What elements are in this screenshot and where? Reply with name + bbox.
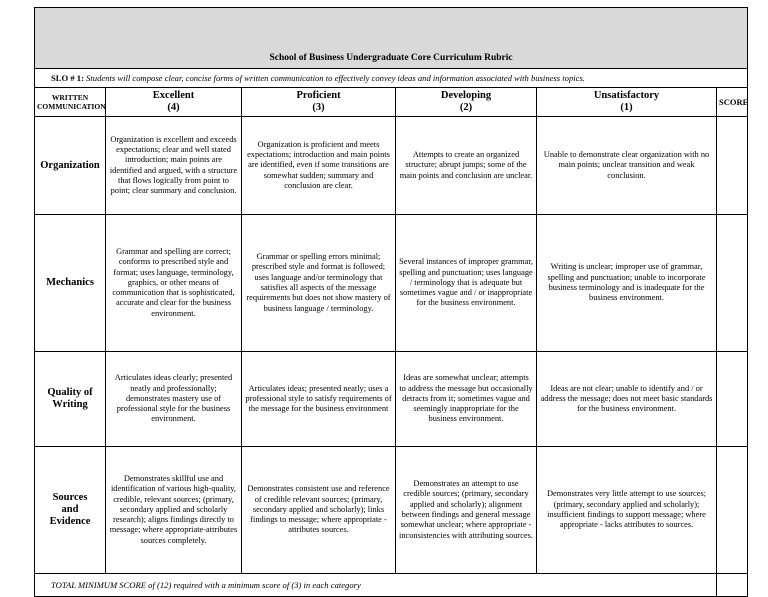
level-header-excellent [106,88,242,117]
score-cell[interactable] [717,215,748,352]
criterion-label-line: Organization [40,159,100,171]
total-score-cell[interactable] [717,574,748,597]
rubric-cell-excellent: Demonstrates skillful use and identification of various high-quality, credible, relevant sources; (primary, secondary applied and scholarly research); aligns findings directly to message; where appropriate-attributes sources completely. [106,447,242,574]
rubric-cell-excellent: Grammar and spelling are correct; conforms to prescribed style and format; uses language, terminology, graphics, or other means of communication that is sophisticated, accurate and clear for the business environment. [106,215,242,352]
level-header-unsatisfactory [537,88,717,117]
level-name: Unsatisfactory [593,90,660,101]
rubric-cell-proficient: Articulates ideas; presented neatly; uses a professional style to satisfy requirements of the message for the business environment [242,352,396,447]
rubric-row-quality-of-writing [35,352,748,447]
score-cell[interactable] [717,117,748,215]
rubric-row-sources-and-evidence [35,447,748,574]
rubric-cell-developing: Ideas are somewhat unclear; attempts to address the message but occasionally detracts from it; sometimes vague and seemingly inappropriate for the business environment. [396,352,537,447]
total-row [35,574,748,597]
criterion-label-line: Evidence [49,516,91,527]
level-score: (4) [167,102,180,113]
criterion-column-header [35,88,106,117]
rubric-cell-unsatisfactory: Writing is unclear; improper use of grammar, spelling and punctuation; unable to incorporate business terminology and is inadequate for the business environment. [537,215,717,352]
rubric-cell-developing: Demonstrates an attempt to use credible sources; (primary, secondary applied and scholarly); alignment between findings and general message somewhat unclear; where appropriate - inconsistencies with attributing sources. [396,447,537,574]
score-column-header: SCORE [717,88,748,117]
criterion-label [35,447,106,574]
level-score: (2) [459,102,473,113]
slo-text: Students will compose clear, concise forms of written communication to effectively convey ideas and information associated with business topics. [86,73,585,83]
rubric-table [34,7,748,597]
rubric-title: School of Business Undergraduate Core Curriculum Rubric [35,8,748,69]
rubric-cell-unsatisfactory: Demonstrates very little attempt to use sources; (primary, secondary applied and scholarly); insufficient findings to support message; where appropriate - lacks attributes to sources. [537,447,717,574]
level-name: Proficient [296,90,341,101]
criterion-label-line: Writing [52,399,88,410]
rubric-row-organization [35,117,748,215]
criterion-label-line: Mechanics [46,277,94,288]
level-score: (3) [312,102,325,113]
rubric-cell-developing: Several instances of improper grammar, spelling and punctuation; uses language / terminology that is adequate but sometimes vague and / or inappropriate for the business environment. [396,215,537,352]
slo-statement [35,69,748,88]
criterion-label [35,352,106,447]
rubric-row-mechanics [35,215,748,352]
slo-label: SLO # 1: [51,73,84,83]
criterion-header-line-1: WRITTEN [51,93,89,102]
level-header-proficient [242,88,396,117]
level-header-developing [396,88,537,117]
total-requirement: TOTAL MINIMUM SCORE of (12) required with a minimum score of (3) in each category [35,574,717,597]
rubric-cell-proficient: Grammar or spelling errors minimal; prescribed style and format is followed; uses language and/or terminology that satisfies all aspects of the message requirements but does not show mastery of business language / terminology. [242,215,396,352]
score-cell[interactable] [717,352,748,447]
level-name: Excellent [152,90,195,101]
rubric-cell-unsatisfactory: Unable to demonstrate clear organization with no main points; unclear transition and weak conclusion. [537,117,717,215]
criterion-label-line: and [61,504,79,515]
criterion-label-line: Quality of [47,387,93,398]
level-score: (1) [620,102,633,113]
criterion-label [35,117,106,215]
level-name: Developing [440,90,492,101]
rubric-cell-excellent: Articulates ideas clearly; presented neatly and professionally; demonstrates mastery use of professional style for the business environment. [106,352,242,447]
criterion-label-line: Sources [52,492,88,503]
rubric-cell-unsatisfactory: Ideas are not clear; unable to identify and / or address the message; does not meet basic standards for the business environment. [537,352,717,447]
rubric-cell-proficient: Organization is proficient and meets expectations; introduction and main points are identified, even if some transitions are somewhat sudden; summary and conclusion are clear. [242,117,396,215]
criterion-label [35,215,106,352]
rubric-cell-excellent: Organization is excellent and exceeds expectations; clear and well stated introduction; main points are identified and argued, with a structure that flows logically from point to point; clear summary and conclusion. [106,117,242,215]
score-cell[interactable] [717,447,748,574]
rubric-cell-developing: Attempts to create an organized structure; abrupt jumps; some of the main points and conclusion are unclear. [396,117,537,215]
rubric-cell-proficient: Demonstrates consistent use and reference of credible relevant sources; (primary, secondary applied and scholarly); links findings to message; where appropriate - attributes sources. [242,447,396,574]
criterion-header-line-2: COMMUNICATION [37,102,106,111]
header-row [35,88,748,117]
